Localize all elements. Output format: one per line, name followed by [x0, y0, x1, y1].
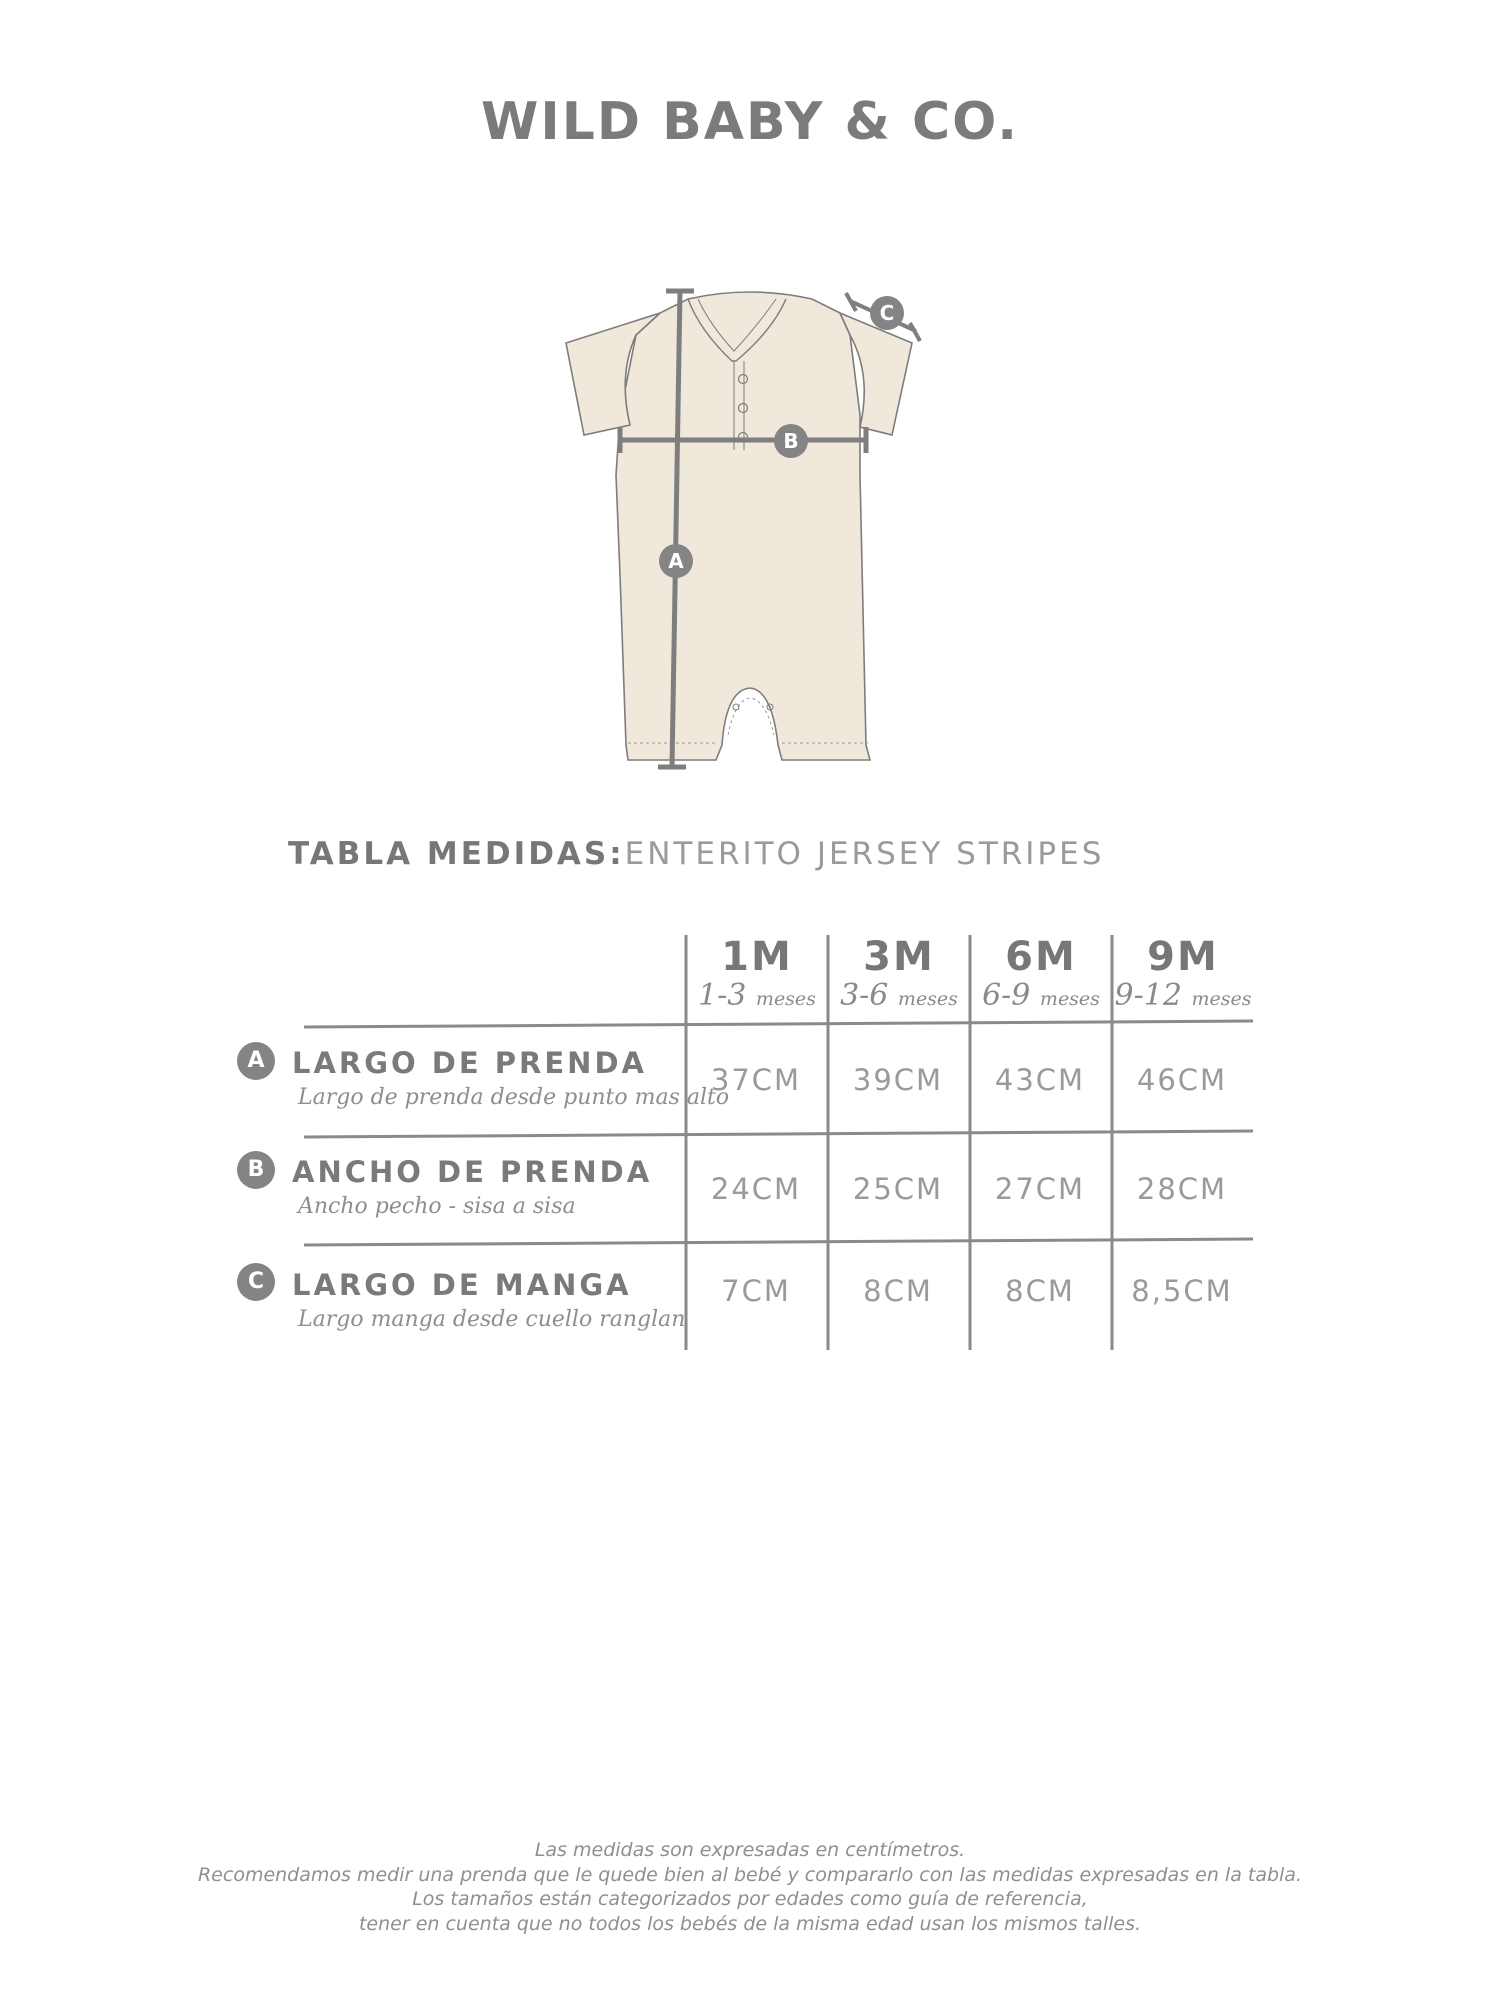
marker-a-letter: A: [668, 549, 684, 573]
note-line: Las medidas son expresadas en centímetros.: [534, 1839, 966, 1861]
row-a-6m: 43CM: [994, 1063, 1086, 1097]
row-a-description: Largo de prenda desde punto mas alto: [298, 1085, 730, 1110]
row-c-9m: 8,5CM: [1131, 1274, 1233, 1308]
size-6m-months: 6-9 meses: [982, 978, 1100, 1013]
title-product: ENTERITO JERSEY STRIPES: [624, 836, 1105, 872]
size-6m: 6M: [1005, 934, 1077, 980]
measurement-notes: [0, 1838, 1500, 1936]
marker-c-letter: C: [879, 301, 895, 325]
row-a-badge: A: [237, 1042, 275, 1080]
row-c-3m: 8CM: [863, 1274, 933, 1308]
row-b-9m: 28CM: [1136, 1172, 1228, 1206]
row-a-label: LARGO DE PRENDA: [292, 1046, 647, 1080]
size-9m: 9M: [1147, 934, 1219, 980]
note-line: tener en cuenta que no todos los bebés de la misma edad usan los mismos talles.: [358, 1912, 1142, 1935]
size-9m-months: 9-12 meses: [1114, 978, 1252, 1013]
row-c-6m: 8CM: [1005, 1274, 1075, 1308]
size-1m-months: 1-3 meses: [698, 978, 816, 1013]
size-3m: 3M: [863, 934, 935, 980]
title-bold: TABLA MEDIDAS:: [288, 836, 625, 872]
note-line: Los tamaños están categorizados por edades como guía de referencia,: [412, 1888, 1088, 1910]
row-b-1m: 24CM: [710, 1172, 802, 1206]
row-b-3m: 25CM: [852, 1172, 944, 1206]
row-c-badge: C: [237, 1263, 275, 1301]
size-1m: 1M: [721, 934, 793, 980]
brand-title: WILD BABY & CO.: [481, 92, 1019, 152]
note-line: Recomendamos medir una prenda que le quede bien al bebé y compararlo con las medidas expresadas en la tabla.: [197, 1863, 1302, 1886]
row-a-9m: 46CM: [1136, 1063, 1228, 1097]
row-b-description: Ancho pecho - sisa a sisa: [298, 1194, 576, 1219]
row-c-label: LARGO DE MANGA: [292, 1268, 632, 1302]
row-a-1m: 37CM: [710, 1063, 802, 1097]
row-b-label: ANCHO DE PRENDA: [292, 1155, 653, 1189]
row-c-description: Largo manga desde cuello ranglan: [298, 1307, 686, 1332]
row-a-3m: 39CM: [852, 1063, 944, 1097]
size-3m-months: 3-6 meses: [840, 978, 958, 1013]
row-b-badge: B: [237, 1151, 275, 1189]
row-b-6m: 27CM: [994, 1172, 1086, 1206]
row-c-1m: 7CM: [721, 1274, 791, 1308]
marker-b-letter: B: [783, 429, 799, 453]
